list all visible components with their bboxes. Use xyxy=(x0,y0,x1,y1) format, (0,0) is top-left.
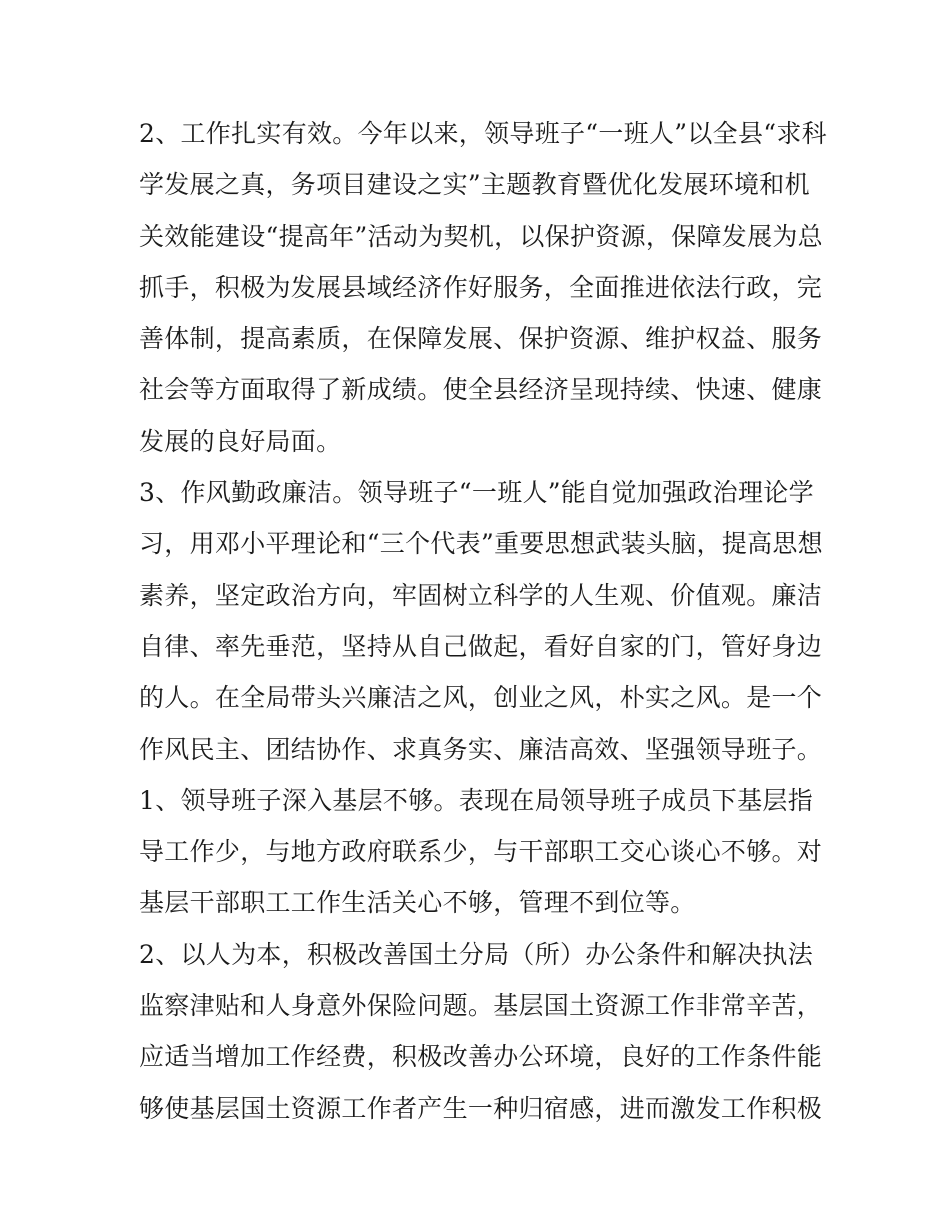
text-line: 自律、率先垂范，坚持从自己做起，看好自家的门，管好身边 xyxy=(139,631,823,661)
text-line: 素养，坚定政治方向，牢固树立科学的人生观、价值观。廉洁 xyxy=(139,580,823,610)
text-line: 1、领导班子深入基层不够。表现在局领导班子成员下基层指 xyxy=(139,785,814,815)
text-line: 导工作少，与地方政府联系少，与干部职工交心谈心不够。对 xyxy=(139,837,823,867)
text-line: 应适当增加工作经费，积极改善办公环境，良好的工作条件能 xyxy=(139,1042,823,1072)
text-line: 3、作风勤政廉洁。领导班子“一班人”能自觉加强政治理论学 xyxy=(139,478,814,508)
text-line: 2、以人为本，积极改善国土分局（所）办公条件和解决执法 xyxy=(139,939,814,969)
text-line: 发展的良好局面。 xyxy=(139,426,342,456)
text-line: 够使基层国土资源工作者产生一种归宿感，进而激发工作积极 xyxy=(139,1093,823,1123)
text-line: 习，用邓小平理论和“三个代表”重要思想武装头脑，提高思想 xyxy=(139,529,823,559)
text-line: 的人。在全局带头兴廉洁之风，创业之风，朴实之风。是一个 xyxy=(139,683,823,713)
text-line: 学发展之真，务项目建设之实”主题教育暨优化发展环境和机 xyxy=(139,170,810,200)
text-line: 作风民主、团结协作、求真务实、廉洁高效、坚强领导班子。 xyxy=(139,734,823,764)
text-line: 抓手，积极为发展县域经济作好服务，全面推进依法行政，完 xyxy=(139,272,823,302)
text-line: 2、工作扎实有效。今年以来，领导班子“一班人”以全县“求科 xyxy=(139,119,827,148)
text-line: 监察津贴和人身意外保险问题。基层国土资源工作非常辛苦， xyxy=(139,991,823,1021)
text-line: 关效能建设“提高年”活动为契机，以保护资源，保障发展为总 xyxy=(139,221,823,251)
text-line: 社会等方面取得了新成绩。使全县经济呈现持续、快速、健康 xyxy=(139,375,823,405)
document-body xyxy=(139,108,829,1134)
text-line: 基层干部职工工作生活关心不够，管理不到位等。 xyxy=(139,888,696,918)
text-line: 善体制，提高素质，在保障发展、保护资源、维护权益、服务 xyxy=(139,324,823,354)
